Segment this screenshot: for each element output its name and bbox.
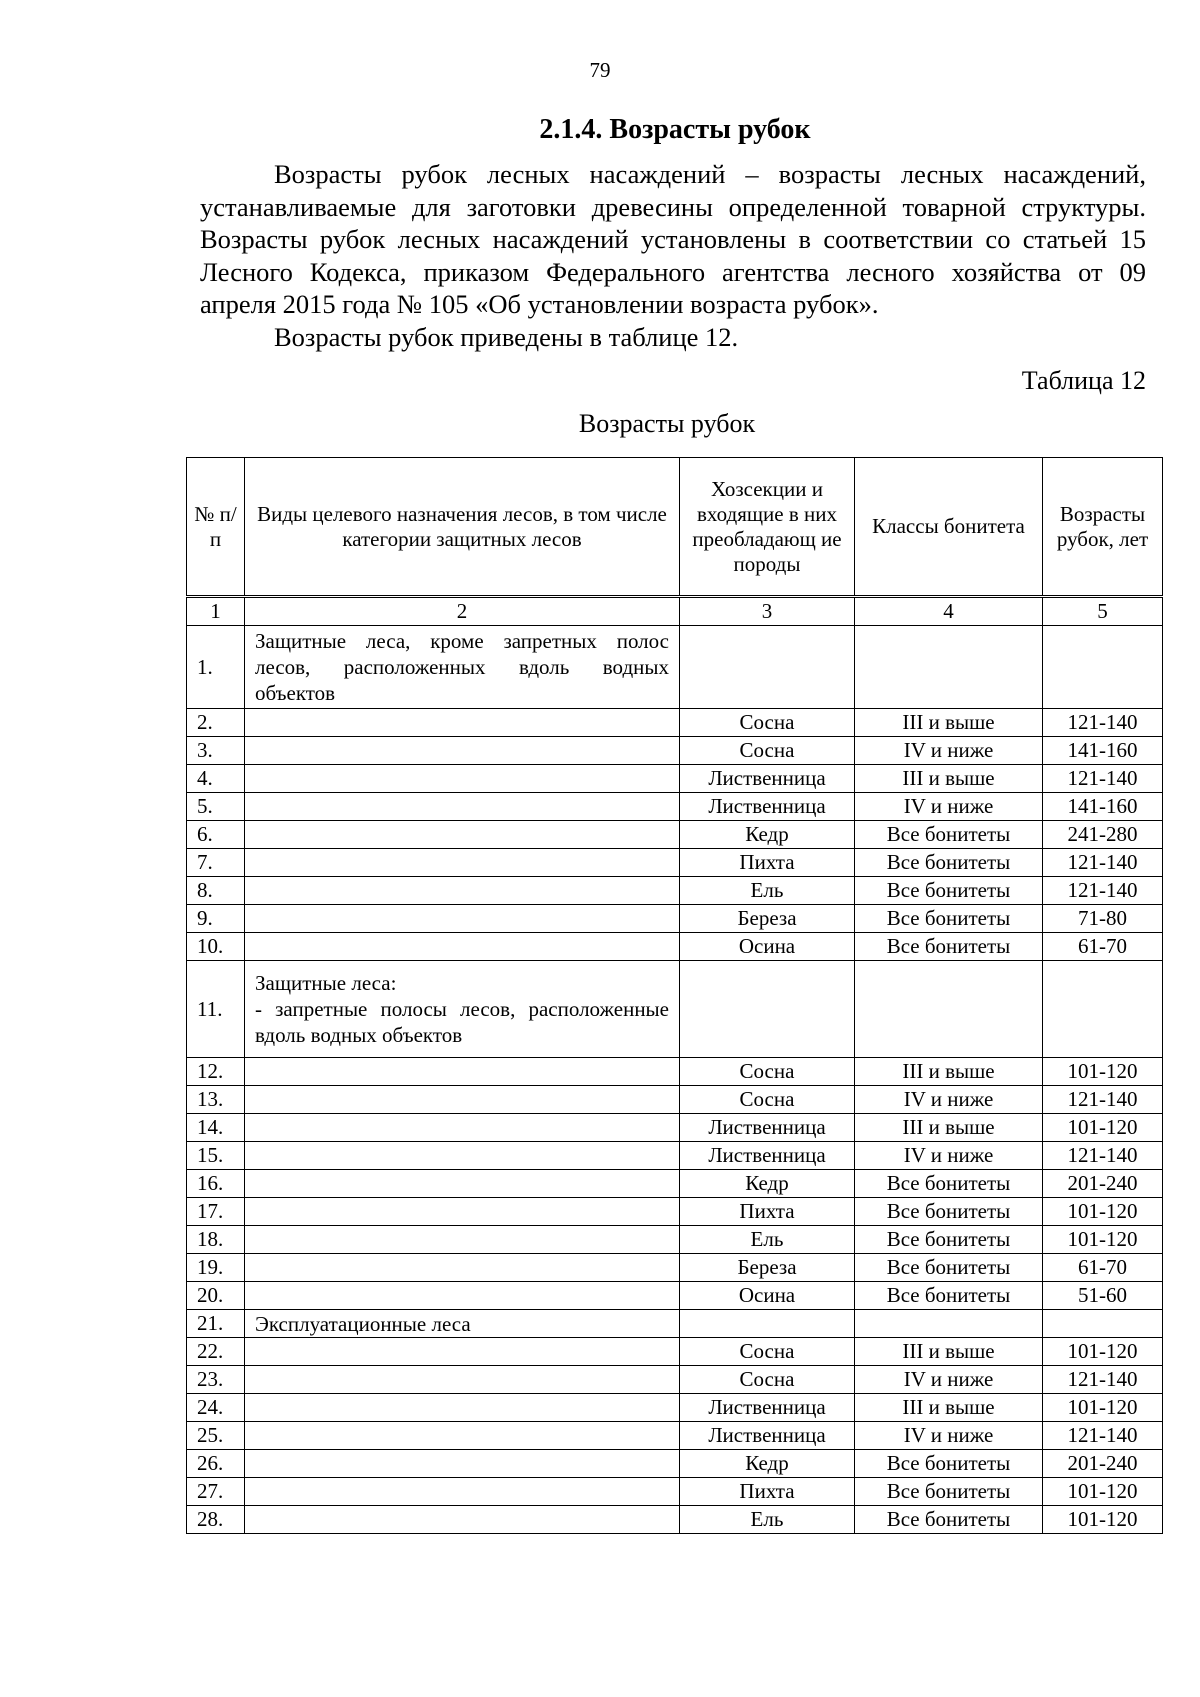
row-cutting-age: 101-120 (1043, 1478, 1163, 1506)
row-cutting-age: 71-80 (1043, 905, 1163, 933)
row-site-class: Все бонитеты (855, 1170, 1043, 1198)
row-number: 12. (187, 1058, 245, 1086)
table-row (187, 765, 1163, 793)
row-number: 2. (187, 709, 245, 737)
row-purpose (245, 1450, 680, 1478)
table-caption: Возрасты рубок (578, 409, 756, 438)
row-cutting-age: 101-120 (1043, 1114, 1163, 1142)
row-species: Лиственница (680, 1114, 855, 1142)
row-site-class: Все бонитеты (855, 1282, 1043, 1310)
row-number: 11. (187, 961, 245, 1058)
row-purpose (245, 1114, 680, 1142)
row-number: 9. (187, 905, 245, 933)
table-column-number-row (187, 597, 1163, 626)
row-number: 7. (187, 849, 245, 877)
paragraph-1: Возрасты рубок лесных насаждений – возрасты лесных насаждений, устанавливаемые для заготовки древесины определенной товарной структуры. Возрасты рубок лесных насаждений установлены в соответствии со статьей 15 Лесного Кодекса, приказом Федерального агентства лесного хозяйства от 09 апреля 2015 года № 105 «Об установлении возраста рубок». (200, 159, 1146, 319)
row-cutting-age: 61-70 (1043, 1254, 1163, 1282)
table-row (187, 1366, 1163, 1394)
row-number: 23. (187, 1366, 245, 1394)
header-number: № п/п (187, 458, 245, 597)
header-species: Хозсекции и входящие в них преобладающ ие породы (680, 458, 855, 597)
table-row (187, 1226, 1163, 1254)
row-species: Ель (680, 1506, 855, 1534)
row-site-class: Все бонитеты (855, 933, 1043, 961)
row-number: 25. (187, 1422, 245, 1450)
row-number: 19. (187, 1254, 245, 1282)
row-species: Сосна (680, 709, 855, 737)
table-row (187, 1422, 1163, 1450)
row-species: Лиственница (680, 1394, 855, 1422)
row-cutting-age: 101-120 (1043, 1506, 1163, 1534)
row-cutting-age: 101-120 (1043, 1198, 1163, 1226)
table-label: Таблица 12 (1021, 366, 1146, 395)
row-purpose (245, 1282, 680, 1310)
row-purpose (245, 1254, 680, 1282)
row-purpose: Эксплуатационные леса (245, 1310, 680, 1338)
row-cutting-age: 121-140 (1043, 1422, 1163, 1450)
row-species: Береза (680, 1254, 855, 1282)
row-number: 27. (187, 1478, 245, 1506)
row-cutting-age: 121-140 (1043, 877, 1163, 905)
row-cutting-age: 121-140 (1043, 1086, 1163, 1114)
table-row (187, 1198, 1163, 1226)
row-site-class: IV и ниже (855, 1086, 1043, 1114)
row-site-class: III и выше (855, 1058, 1043, 1086)
table-row (187, 905, 1163, 933)
row-species: Пихта (680, 1198, 855, 1226)
table-row (187, 933, 1163, 961)
row-species (680, 626, 855, 709)
row-cutting-age: 51-60 (1043, 1282, 1163, 1310)
column-number: 1 (187, 597, 245, 626)
row-cutting-age: 121-140 (1043, 1366, 1163, 1394)
row-cutting-age: 141-160 (1043, 737, 1163, 765)
table-row (187, 793, 1163, 821)
row-site-class: Все бонитеты (855, 1226, 1043, 1254)
row-purpose (245, 1422, 680, 1450)
row-cutting-age: 201-240 (1043, 1170, 1163, 1198)
table-row (187, 821, 1163, 849)
table-row (187, 1310, 1163, 1338)
row-site-class: Все бонитеты (855, 1254, 1043, 1282)
row-number: 6. (187, 821, 245, 849)
table-row (187, 709, 1163, 737)
row-number: 16. (187, 1170, 245, 1198)
row-purpose (245, 709, 680, 737)
column-number: 4 (855, 597, 1043, 626)
table-row (187, 1170, 1163, 1198)
row-purpose (245, 1198, 680, 1226)
row-number: 5. (187, 793, 245, 821)
row-cutting-age (1043, 1310, 1163, 1338)
row-species: Лиственница (680, 1142, 855, 1170)
row-number: 8. (187, 877, 245, 905)
header-cutting-age: Возрасты рубок, лет (1043, 458, 1163, 597)
row-species: Сосна (680, 1058, 855, 1086)
row-purpose: Защитные леса, кроме запретных полос лесов, расположенных вдоль водных объектов (245, 626, 680, 709)
row-purpose (245, 1394, 680, 1422)
row-species: Осина (680, 933, 855, 961)
row-purpose (245, 765, 680, 793)
row-number: 21. (187, 1310, 245, 1338)
row-species: Пихта (680, 1478, 855, 1506)
row-site-class (855, 626, 1043, 709)
row-species: Кедр (680, 1170, 855, 1198)
row-number: 10. (187, 933, 245, 961)
table-row (187, 1282, 1163, 1310)
row-cutting-age: 201-240 (1043, 1450, 1163, 1478)
table-row (187, 626, 1163, 709)
row-site-class: IV и ниже (855, 793, 1043, 821)
page-number: 79 (589, 58, 611, 82)
table-row (187, 1478, 1163, 1506)
row-site-class (855, 1310, 1043, 1338)
row-number: 15. (187, 1142, 245, 1170)
row-site-class: Все бонитеты (855, 1198, 1043, 1226)
row-site-class: IV и ниже (855, 1366, 1043, 1394)
table-row (187, 1506, 1163, 1534)
column-number: 2 (245, 597, 680, 626)
row-purpose (245, 737, 680, 765)
table-row (187, 877, 1163, 905)
row-purpose: Защитные леса: - запретные полосы лесов, расположенные вдоль водных объектов (245, 961, 680, 1058)
row-purpose (245, 1478, 680, 1506)
row-purpose (245, 1226, 680, 1254)
row-site-class: Все бонитеты (855, 1478, 1043, 1506)
column-number: 3 (680, 597, 855, 626)
row-cutting-age: 101-120 (1043, 1058, 1163, 1086)
row-site-class: III и выше (855, 1338, 1043, 1366)
row-cutting-age: 141-160 (1043, 793, 1163, 821)
table-row (187, 1058, 1163, 1086)
column-number: 5 (1043, 597, 1163, 626)
paragraph-2: Возрасты рубок приведены в таблице 12. (274, 321, 739, 352)
row-site-class: III и выше (855, 1394, 1043, 1422)
table-row (187, 1142, 1163, 1170)
row-species: Сосна (680, 737, 855, 765)
row-number: 24. (187, 1394, 245, 1422)
row-number: 17. (187, 1198, 245, 1226)
row-cutting-age (1043, 961, 1163, 1058)
table-row (187, 961, 1163, 1058)
row-number: 22. (187, 1338, 245, 1366)
row-number: 4. (187, 765, 245, 793)
row-purpose (245, 905, 680, 933)
table-header-row (187, 458, 1163, 597)
table-row (187, 1114, 1163, 1142)
row-purpose (245, 1170, 680, 1198)
table-row (187, 1450, 1163, 1478)
row-species: Береза (680, 905, 855, 933)
row-species (680, 961, 855, 1058)
row-number: 20. (187, 1282, 245, 1310)
row-cutting-age: 61-70 (1043, 933, 1163, 961)
row-purpose (245, 1366, 680, 1394)
table-row (187, 1394, 1163, 1422)
row-species: Кедр (680, 1450, 855, 1478)
row-cutting-age: 101-120 (1043, 1226, 1163, 1254)
row-site-class: IV и ниже (855, 1422, 1043, 1450)
row-site-class: III и выше (855, 1114, 1043, 1142)
row-cutting-age: 121-140 (1043, 709, 1163, 737)
row-cutting-age: 241-280 (1043, 821, 1163, 849)
row-cutting-age: 121-140 (1043, 849, 1163, 877)
cutting-age-table (186, 457, 1163, 1534)
row-cutting-age: 121-140 (1043, 765, 1163, 793)
row-species: Кедр (680, 821, 855, 849)
row-number: 14. (187, 1114, 245, 1142)
header-purpose: Виды целевого назначения лесов, в том числе категории защитных лесов (245, 458, 680, 597)
row-site-class: IV и ниже (855, 1142, 1043, 1170)
row-purpose (245, 1058, 680, 1086)
table-row (187, 1338, 1163, 1366)
table-body (187, 626, 1163, 1534)
row-species: Лиственница (680, 765, 855, 793)
row-number: 13. (187, 1086, 245, 1114)
row-site-class: Все бонитеты (855, 849, 1043, 877)
row-purpose (245, 933, 680, 961)
table-row (187, 1086, 1163, 1114)
row-number: 28. (187, 1506, 245, 1534)
row-purpose (245, 849, 680, 877)
row-site-class: IV и ниже (855, 737, 1043, 765)
row-species: Осина (680, 1282, 855, 1310)
row-purpose (245, 793, 680, 821)
row-cutting-age: 121-140 (1043, 1142, 1163, 1170)
row-species: Ель (680, 877, 855, 905)
row-species: Ель (680, 1226, 855, 1254)
row-number: 3. (187, 737, 245, 765)
row-species: Сосна (680, 1338, 855, 1366)
row-number: 1. (187, 626, 245, 709)
row-cutting-age (1043, 626, 1163, 709)
row-cutting-age: 101-120 (1043, 1394, 1163, 1422)
row-purpose (245, 1338, 680, 1366)
row-species: Сосна (680, 1366, 855, 1394)
row-site-class: Все бонитеты (855, 821, 1043, 849)
table-row (187, 1254, 1163, 1282)
table-row (187, 849, 1163, 877)
section-heading: 2.1.4. Возрасты рубок (539, 114, 811, 145)
row-site-class: Все бонитеты (855, 877, 1043, 905)
row-site-class (855, 961, 1043, 1058)
row-species (680, 1310, 855, 1338)
row-purpose (245, 1506, 680, 1534)
row-species: Лиственница (680, 1422, 855, 1450)
row-site-class: III и выше (855, 765, 1043, 793)
row-site-class: Все бонитеты (855, 1506, 1043, 1534)
row-purpose (245, 1142, 680, 1170)
row-site-class: Все бонитеты (855, 905, 1043, 933)
row-species: Лиственница (680, 793, 855, 821)
row-purpose (245, 1086, 680, 1114)
row-site-class: Все бонитеты (855, 1450, 1043, 1478)
row-purpose (245, 877, 680, 905)
row-species: Пихта (680, 849, 855, 877)
row-cutting-age: 101-120 (1043, 1338, 1163, 1366)
row-species: Сосна (680, 1086, 855, 1114)
row-site-class: III и выше (855, 709, 1043, 737)
header-site-class: Классы бонитета (855, 458, 1043, 597)
table-row (187, 737, 1163, 765)
row-purpose (245, 821, 680, 849)
row-number: 26. (187, 1450, 245, 1478)
row-number: 18. (187, 1226, 245, 1254)
body-text (200, 158, 1146, 353)
